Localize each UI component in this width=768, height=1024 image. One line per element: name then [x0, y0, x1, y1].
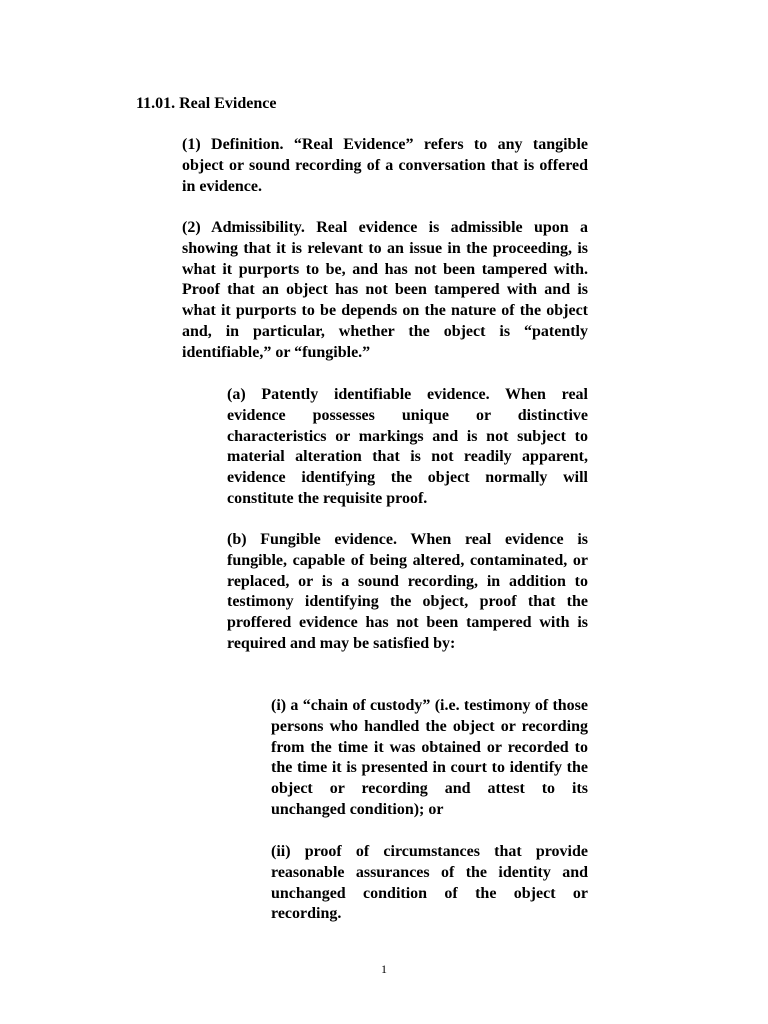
section-heading: 11.01. Real Evidence — [136, 95, 277, 112]
paragraph-admissibility: (2) Admissibility. Real evidence is admissible upon a showing that it is relevant to an issue in the proceeding, is what it purports to be, and has not been tampered with. Proof that an object has not been tampered with and is what it purports to be depends on the nature of the object and, in particular, whether the object is “patently identifiable,” or “fungible.” — [182, 219, 588, 361]
paragraph-chain-of-custody: (i) a “chain of custody” (i.e. testimony of those persons who handled the object or recording from the time it was obtained or recorded to the time it is presented in court to identify the object or recording and attest to its unchanged condition); or — [271, 697, 588, 818]
paragraph-fungible: (b) Fungible evidence. When real evidence is fungible, capable of being altered, contaminated, or replaced, or is a sound recording, in addition to testimony identifying the object, proof that the proffered evidence has not been tampered with is required and may be satisfied by: — [227, 531, 588, 652]
paragraph-patently-identifiable: (a) Patently identifiable evidence. When real evidence possesses unique or distinctive characteristics or markings and is not subject to material alteration that is not readily apparent, evidence identifying the object normally will constitute the requisite proof. — [227, 386, 588, 507]
paragraph-proof-of-circumstances: (ii) proof of circumstances that provide reasonable assurances of the identity and unchanged condition of the object or recording. — [271, 843, 588, 923]
paragraph-definition: (1) Definition. “Real Evidence” refers to any tangible object or sound recording of a conversation that is offered in evidence. — [182, 136, 588, 195]
page-number: 1 — [381, 962, 387, 976]
